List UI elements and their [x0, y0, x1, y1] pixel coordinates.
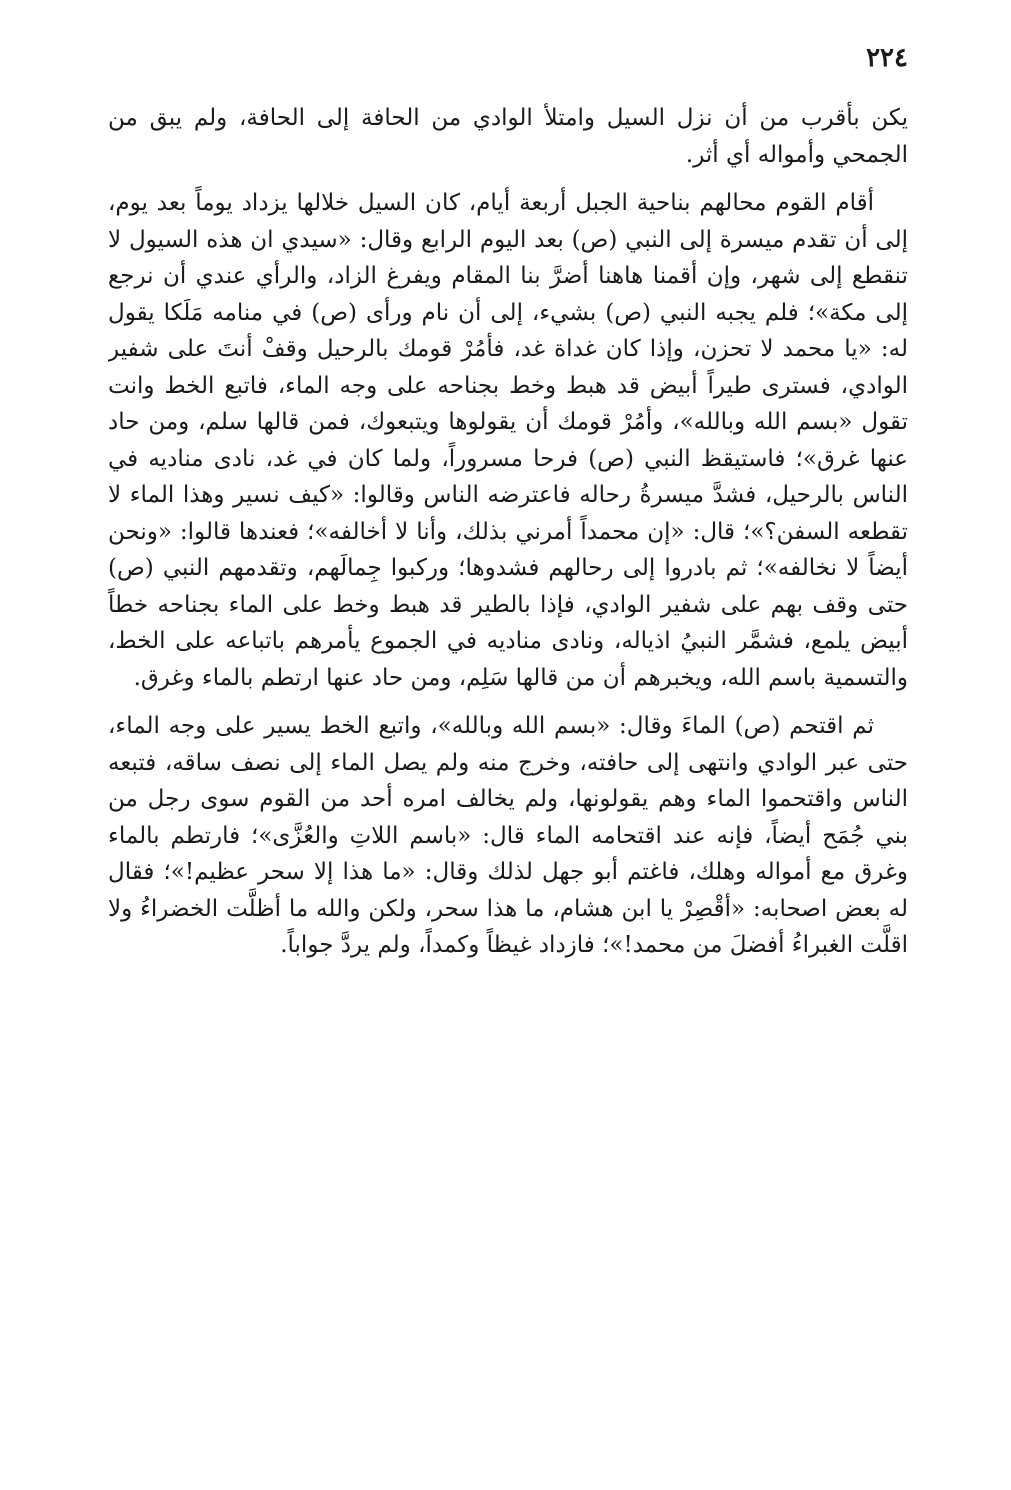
page-number: ٢٢٤	[866, 43, 908, 73]
book-page	[108, 38, 908, 1458]
paragraph-2: أقام القوم محالهم بناحية الجبل أربعة أيام، كان السيل خلالها يزداد يوماً بعد يوم، إلى أن تقدم ميسرة إلى النبي (ص) بعد اليوم الرابع وقال: «سيدي ان هذه السيول لا تنقطع إلى شهر، وإن أقمنا هاهنا أضرَّ بنا المقام ويفرغ الزاد، والرأي عندي أن نرجع إلى مكة»؛ فلم يجبه النبي (ص) بشيء، إلى أن نام ورأى (ص) في منامه مَلَكا يقول له: «يا محمد لا تحزن، وإذا كان غداة غد، فأمُرْ قومك بالرحيل وقفْ أنتَ على شفير الوادي، فسترى طيراً أبيض قد هبط وخط بجناحه على وجه الماء، فاتبع الخط وانت تقول «بسم الله وبالله»، وأمُرْ قومك أن يقولوها ويتبعوك، فمن قالها سلم، ومن حاد عنها غرق»؛ فاستيقظ النبي (ص) فرحا مسروراً، ولما كان في غد، نادى مناديه في الناس بالرحيل، فشدَّ ميسرةُ رحاله فاعترضه الناس وقالوا: «كيف نسير وهذا الماء لا تقطعه السفن؟»؛ قال: «إن محمداً أمرني بذلك، وأنا لا أخالفه»؛ فعندها قالوا: «ونحن أيضاً لا نخالفه»؛ ثم بادروا إلى رحالهم فشدوها؛ وركبوا جِمالَهم، وتقدمهم النبي (ص) حتى وقف بهم على شفير الوادي، فإذا بالطير قد هبط وخط على الماء بجناحه خطاً أبيض يلمع، فشمَّر النبيُ اذياله، ونادى مناديه في الجموع يأمرهم باتباعه على الخط، والتسمية باسم الله، ويخبرهم أن من قالها سَلِم، ومن حاد عنها ارتطم بالماء وغرق.	[108, 190, 908, 691]
paragraph-1: يكن بأقرب من أن نزل السيل وامتلأ الوادي من الحافة إلى الحافة، ولم يبق من الجمحي وأمواله أي أثر.	[108, 105, 908, 168]
paragraph-3: ثم اقتحم (ص) الماءَ وقال: «بسم الله وبالله»، واتبع الخط يسير على وجه الماء، حتى عبر الوادي وانتهى إلى حافته، وخرج منه ولم يصل الماء إلى نصف ساقه، فتبعه الناس واقتحموا الماء وهم يقولونها، ولم يخالف امره أحد من القوم سوى رجل من بني جُمَح أيضاً، فإنه عند اقتحامه الماء قال: «باسم اللاتِ والعُزَّى»؛ فارتطم بالماء وغرق مع أمواله وهلك، فاغتم أبو جهل لذلك وقال: «ما هذا إلا سحر عظيم!»؛ فقال له بعض اصحابه: «أقْصِرْ يا ابن هشام، ما هذا سحر، ولكن والله ما أظلَّت الخضراءُ ولا اقلَّت الغبراءُ أفضلَ من محمد!»؛ فازداد غيظاً وكمداً، ولم يردَّ جواباً.	[108, 713, 908, 958]
